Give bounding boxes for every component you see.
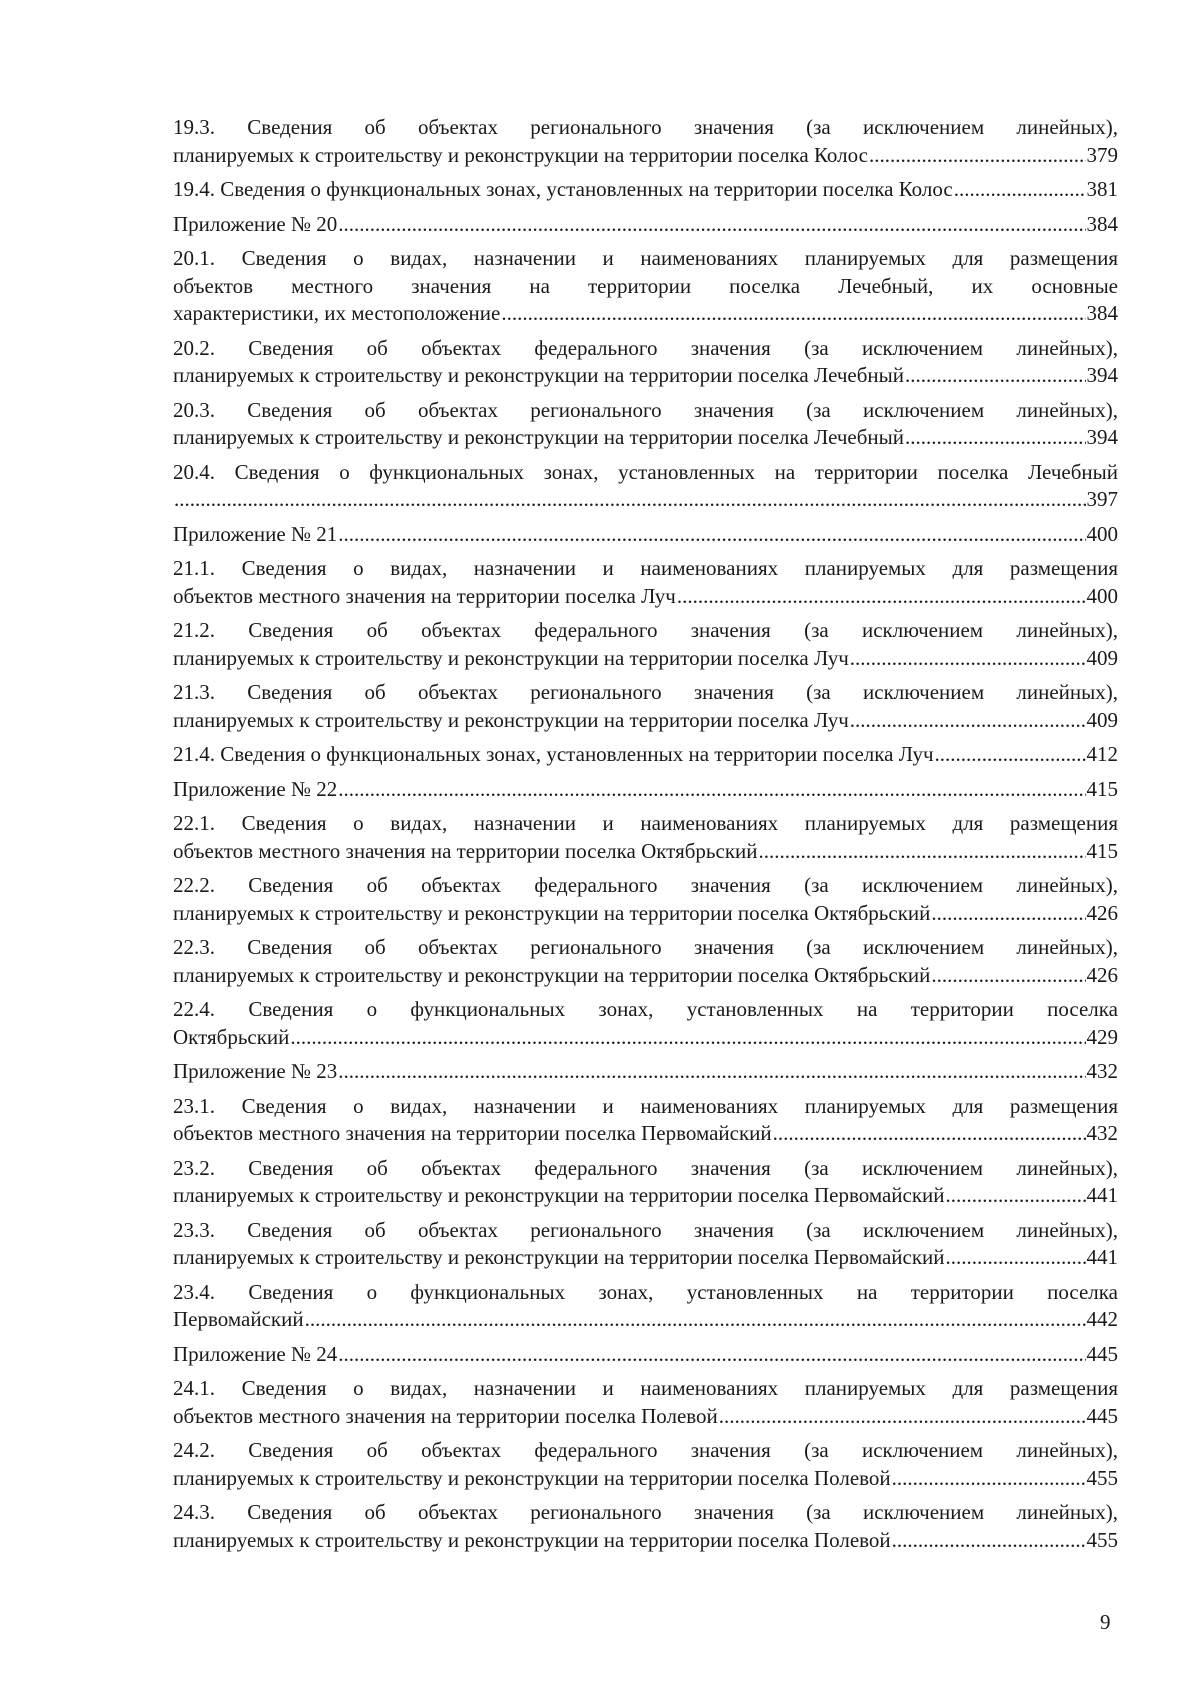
toc-leader-dots: [869, 142, 1086, 170]
toc-entry[interactable]: [173, 1279, 1118, 1334]
toc-entry-last-line: [173, 1058, 1118, 1086]
toc-entry-last-line: [173, 486, 1118, 514]
toc-entry-line: 21.2. Сведения об объектах федерального значения (за исключением линейных),: [173, 618, 1118, 642]
toc-leader-dots: [305, 1306, 1086, 1334]
toc-entry-last-line: [173, 424, 1118, 452]
toc-entry-last-line: [173, 1244, 1118, 1272]
toc-entry-line: 19.3. Сведения об объектах регионального значения (за исключением линейных),: [173, 115, 1118, 139]
toc-entry-last-line: [173, 741, 1118, 769]
toc-leader-dots: [338, 1341, 1085, 1369]
toc-entry-title: планируемых к строительству и реконструкции на территории поселка Луч: [173, 707, 849, 732]
toc-leader-dots: [946, 1244, 1086, 1272]
toc-entry-line: 20.1. Сведения о видах, назначении и наименованиях планируемых для размещения: [173, 246, 1118, 270]
toc-leader-dots: [338, 776, 1085, 804]
toc-entry-line: 23.2. Сведения об объектах федерального значения (за исключением линейных),: [173, 1155, 1118, 1180]
toc-entry-last-line: [173, 176, 1118, 204]
toc-leader-dots: [759, 838, 1086, 866]
toc-page-number: 455: [1086, 1527, 1118, 1552]
toc-entry-last-line: [173, 211, 1118, 239]
toc-entry-title: планируемых к строительству и реконструкции на территории поселка Первомайский: [173, 1245, 945, 1269]
toc-entry-title: характеристики, их местоположение: [173, 301, 501, 325]
toc-leader-dots: [892, 1527, 1086, 1555]
toc-entry[interactable]: [173, 1375, 1118, 1430]
toc-entry-line: 23.3. Сведения об объектах регионального значения (за исключением линейных),: [173, 1217, 1118, 1242]
toc-entry-last-line: [173, 645, 1118, 673]
toc-entry-title: объектов местного значения на территории поселка Первомайский: [173, 1121, 772, 1145]
toc-page-number: 379: [1086, 142, 1118, 167]
toc-leader-dots: [905, 362, 1085, 390]
toc-entry-title: планируемых к строительству и реконструкции на территории поселка Лечебный: [173, 363, 905, 387]
toc-leader-dots: [338, 521, 1085, 549]
toc-page-number: 415: [1086, 776, 1118, 801]
toc-leader-dots: [773, 1120, 1086, 1148]
toc-entry-title: объектов местного значения на территории поселка Полевой: [173, 1403, 718, 1428]
toc-entry[interactable]: [173, 555, 1118, 610]
toc-leader-dots: [892, 1465, 1086, 1493]
toc-entry-line: объектов местного значения на территории поселка Лечебный, их основные: [173, 273, 1118, 298]
toc-entry-line: 22.3. Сведения об объектах регионального значения (за исключением линейных),: [173, 935, 1118, 959]
toc-entry-line: 20.2. Сведения об объектах федерального значения (за исключением линейных),: [173, 335, 1118, 360]
toc-entry-last-line: [173, 1465, 1118, 1493]
toc-page-number: 455: [1086, 1465, 1118, 1490]
toc-entry-title: Приложение № 20: [173, 211, 338, 236]
toc-entry[interactable]: [173, 996, 1118, 1051]
toc-leader-dots: [954, 176, 1086, 204]
toc-entry-title: Октябрьский: [173, 1024, 290, 1049]
page-number: 9: [1100, 1610, 1111, 1634]
toc-page-number: 442: [1086, 1307, 1118, 1331]
toc-entry-title: 21.4. Сведения о функциональных зонах, установленных на территории поселка Луч: [173, 742, 934, 766]
toc-entry-line: 20.4. Сведения о функциональных зонах, установленных на территории поселка Лечебный: [173, 459, 1118, 484]
toc-page-number: 394: [1086, 425, 1118, 449]
toc-entry[interactable]: [173, 1217, 1118, 1272]
toc-page-number: 441: [1086, 1245, 1118, 1269]
toc-page-number: 412: [1086, 742, 1118, 766]
toc-leader-dots: [677, 583, 1086, 611]
toc-entry-last-line: [173, 1527, 1118, 1555]
toc-page-number: 400: [1086, 583, 1118, 608]
table-of-contents: [173, 114, 1118, 1561]
toc-page-number: 445: [1086, 1341, 1118, 1366]
toc-entry-title: планируемых к строительству и реконструкции на территории поселка Октябрьский: [173, 962, 931, 987]
toc-page-number: 445: [1086, 1403, 1118, 1428]
toc-entry-last-line: [173, 1403, 1118, 1431]
toc-entry-title: планируемых к строительству и реконструкции на территории поселка Колос: [173, 142, 868, 167]
toc-page-number: 381: [1086, 177, 1118, 201]
toc-entry[interactable]: [173, 397, 1118, 452]
toc-page-number: 441: [1086, 1183, 1118, 1207]
toc-leader-dots: [290, 1024, 1085, 1052]
toc-entry-last-line: [173, 962, 1118, 990]
toc-entry[interactable]: [173, 1093, 1118, 1148]
toc-entry[interactable]: [173, 1499, 1118, 1554]
toc-entry-last-line: [173, 1341, 1118, 1369]
toc-entry-line: 22.4. Сведения о функциональных зонах, установленных на территории поселка: [173, 997, 1118, 1021]
toc-leader-dots: [338, 211, 1085, 239]
toc-entry-title: Приложение № 24: [173, 1341, 338, 1366]
toc-entry-last-line: [173, 1306, 1118, 1334]
toc-entry-line: 24.2. Сведения об объектах федерального значения (за исключением линейных),: [173, 1438, 1118, 1462]
toc-entry-title: Приложение № 22: [173, 776, 338, 801]
toc-leader-dots: [850, 707, 1086, 735]
toc-page-number: 409: [1086, 645, 1118, 670]
toc-leader-dots: [719, 1403, 1086, 1431]
toc-leader-dots: [931, 900, 1085, 928]
toc-entry-last-line: [173, 300, 1118, 328]
toc-entry-last-line: [173, 521, 1118, 549]
toc-entry[interactable]: [173, 245, 1118, 328]
toc-entry-title: Первомайский: [173, 1307, 304, 1331]
toc-page-number: 394: [1086, 363, 1118, 387]
toc-leader-dots: [946, 1182, 1086, 1210]
toc-entry[interactable]: [173, 459, 1118, 514]
toc-entry-last-line: [173, 838, 1118, 866]
toc-leader-dots: [338, 1058, 1085, 1086]
toc-entry-title: 19.4. Сведения о функциональных зонах, установленных на территории поселка Колос: [173, 177, 953, 201]
toc-leader-dots: [850, 645, 1086, 673]
toc-entry-title: планируемых к строительству и реконструкции на территории поселка Лечебный: [173, 425, 905, 449]
toc-entry-title: планируемых к строительству и реконструкции на территории поселка Полевой: [173, 1465, 891, 1490]
toc-entry-line: 21.1. Сведения о видах, назначении и наименованиях планируемых для размещения: [173, 556, 1118, 580]
toc-page-number: 432: [1086, 1059, 1118, 1083]
toc-leader-dots: [931, 962, 1085, 990]
toc-page-number: 384: [1086, 301, 1118, 325]
toc-leader-dots: [935, 741, 1086, 769]
toc-page-number: 397: [1086, 487, 1118, 511]
toc-entry[interactable]: [173, 335, 1118, 390]
toc-page-number: 400: [1086, 521, 1118, 546]
toc-entry[interactable]: [173, 934, 1118, 989]
toc-entry-title: Приложение № 23: [173, 1059, 338, 1083]
toc-entry-last-line: [173, 362, 1118, 390]
toc-entry-line: 23.1. Сведения о видах, назначении и наименованиях планируемых для размещения: [173, 1093, 1118, 1118]
toc-entry-last-line: [173, 1120, 1118, 1148]
toc-entry[interactable]: [173, 176, 1118, 204]
toc-leader-dots: [501, 300, 1085, 328]
toc-entry-line: 24.3. Сведения об объектах регионального значения (за исключением линейных),: [173, 1500, 1118, 1524]
toc-entry[interactable]: [173, 1437, 1118, 1492]
toc-entry-last-line: [173, 1024, 1118, 1052]
toc-entry[interactable]: [173, 741, 1118, 769]
toc-page-number: 426: [1086, 962, 1118, 987]
toc-entry-line: 23.4. Сведения о функциональных зонах, установленных на территории поселка: [173, 1279, 1118, 1304]
toc-entry-title: планируемых к строительству и реконструкции на территории поселка Первомайский: [173, 1183, 945, 1207]
toc-entry-title: объектов местного значения на территории поселка Октябрьский: [173, 838, 758, 863]
toc-entry-line: 22.2. Сведения об объектах федерального значения (за исключением линейных),: [173, 873, 1118, 897]
toc-entry[interactable]: [173, 114, 1118, 169]
toc-entry-last-line: [173, 776, 1118, 804]
toc-page-number: 384: [1086, 211, 1118, 236]
toc-entry-last-line: [173, 900, 1118, 928]
toc-entry-last-line: [173, 142, 1118, 170]
toc-leader-dots: [174, 486, 1086, 514]
toc-entry[interactable]: [173, 810, 1118, 865]
toc-entry[interactable]: [173, 521, 1118, 549]
toc-entry-title: планируемых к строительству и реконструкции на территории поселка Полевой: [173, 1527, 891, 1552]
toc-page-number: 409: [1086, 707, 1118, 732]
toc-entry-title: планируемых к строительству и реконструкции на территории поселка Луч: [173, 645, 849, 670]
toc-entry[interactable]: [173, 1341, 1118, 1369]
toc-page-number: 429: [1086, 1024, 1118, 1049]
toc-entry-line: 20.3. Сведения об объектах регионального значения (за исключением линейных),: [173, 397, 1118, 422]
toc-entry[interactable]: [173, 1155, 1118, 1210]
toc-entry-line: 22.1. Сведения о видах, назначении и наименованиях планируемых для размещения: [173, 811, 1118, 835]
toc-entry[interactable]: [173, 776, 1118, 804]
toc-page-number: 415: [1086, 838, 1118, 863]
toc-entry-line: 21.3. Сведения об объектах регионального значения (за исключением линейных),: [173, 680, 1118, 704]
toc-entry[interactable]: [173, 679, 1118, 734]
toc-entry-last-line: [173, 1182, 1118, 1210]
toc-entry-title: планируемых к строительству и реконструкции на территории поселка Октябрьский: [173, 900, 931, 925]
toc-entry-line: 24.1. Сведения о видах, назначении и наименованиях планируемых для размещения: [173, 1376, 1118, 1400]
toc-leader-dots: [905, 424, 1085, 452]
toc-entry-last-line: [173, 707, 1118, 735]
toc-entry[interactable]: [173, 211, 1118, 239]
toc-entry[interactable]: [173, 872, 1118, 927]
toc-page-number: 426: [1086, 900, 1118, 925]
toc-page-number: 432: [1086, 1121, 1118, 1145]
toc-entry-last-line: [173, 583, 1118, 611]
toc-entry-title: Приложение № 21: [173, 521, 338, 546]
toc-entry[interactable]: [173, 1058, 1118, 1086]
toc-entry[interactable]: [173, 617, 1118, 672]
toc-entry-title: объектов местного значения на территории поселка Луч: [173, 583, 676, 608]
